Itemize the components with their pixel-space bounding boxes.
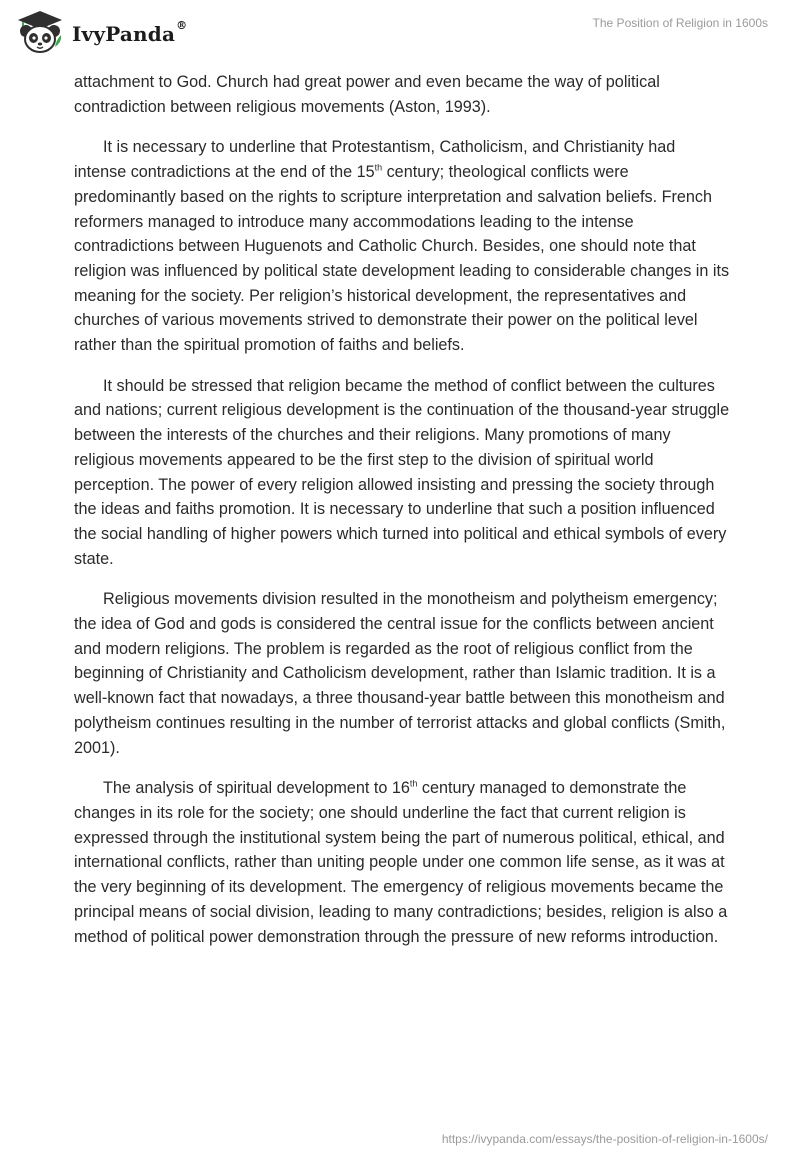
paragraph-2-text-a: It is necessary to underline that Protestantism, Catholicism, and Christianity had intense contradictions at the end of the 15 <box>74 138 676 182</box>
paragraph-4: Religious movements division resulted in the monotheism and polytheism emergency; the idea of God and gods is considered the central issue for the conflicts between ancient and modern religions. The problem is regarded as the root of religious conflict from the beginning of Christianity and Catholicism development, rather than Islamic tradition. It is a well-known fact that nowadays, a three thousand-year battle between this monotheism and polytheism continues resulting in the number of terrorist attacks and global conflicts (Smith, 2001). <box>74 590 726 757</box>
paragraph-5-text-a: The analysis of spiritual development to 16 <box>103 779 410 798</box>
superscript-th: th <box>374 162 383 173</box>
document-title: The Position of Religion in 1600s <box>592 16 768 30</box>
essay-body <box>74 70 730 965</box>
paragraph-5-text-b: century managed to demonstrate the changes in its role for the society; one should underline the fact that current religion is expressed through the institutional system being the part of numerous political, ethical, and international conflicts, rather than uniting people under one common life sense, as it was at the very beginning of its development. The emergency of religious movements became the principal means of social division, leading to many contradictions; besides, religion is also a method of political power demonstration through the pressure of new reforms introduction. <box>74 779 728 946</box>
brand-name: IvyPanda® <box>72 19 188 46</box>
registered-mark: ® <box>176 19 188 32</box>
paragraph-3: It should be stressed that religion became the method of conflict between the cultures and nations; current religious development is the continuation of the thousand-year struggle between the interests of the churches and their religions. Many promotions of many religious movements appeared to be the first step to the division of spiritual world perception. The power of every religion allowed insisting and pressing the society through the ideas and faiths promotion. It is necessary to underline that such a position influenced the social handling of higher powers which turned into political and ethical symbols of every state. <box>74 376 730 568</box>
panda-graduate-icon <box>15 9 65 55</box>
ivypanda-logo[interactable] <box>15 9 187 55</box>
paragraph-2-text-b: century; theological conflicts were predominantly based on the rights to scripture interpretation and salvation beliefs. French reformers managed to introduce many accommodations leading to the intense contradictions between Huguenots and Catholic Church. Besides, one should note that religion was influenced by political state development leading to considerable changes in its meaning for the society. Per religion’s historical development, the representatives and churches of various movements strived to demonstrate their power on the political level rather than the spiritual promotion of faiths and beliefs. <box>74 163 730 355</box>
paragraph-1: attachment to God. Church had great power and even became the way of political contradiction between religious movements (Aston, 1993). <box>74 73 660 116</box>
superscript-th: th <box>409 778 418 789</box>
page-header <box>0 0 800 70</box>
paragraph-2 <box>74 135 730 357</box>
source-url-link[interactable]: https://ivypanda.com/essays/the-position-of-religion-in-1600s/ <box>441 1132 768 1146</box>
paragraph-5 <box>74 776 730 949</box>
